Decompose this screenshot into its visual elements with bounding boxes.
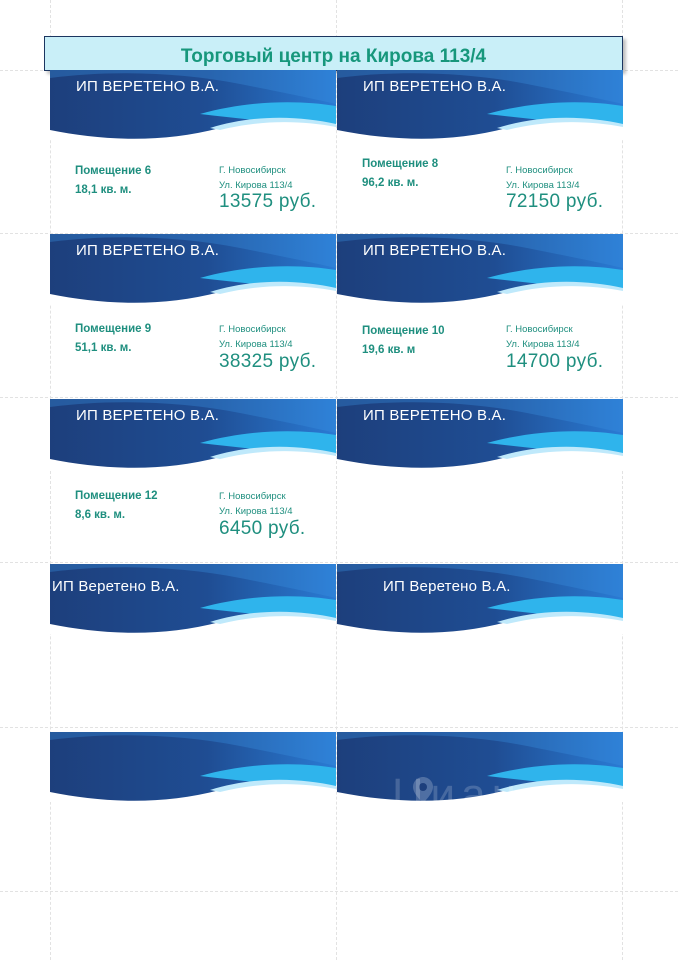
wave-banner — [50, 732, 336, 802]
offer-card — [50, 70, 336, 234]
address-city: Г. Новосибирск — [506, 324, 573, 335]
offer-card — [337, 564, 623, 728]
offer-card — [337, 399, 623, 563]
company-name: ИП ВЕРЕТЕНО В.А. — [76, 407, 220, 424]
room-info — [75, 162, 151, 200]
room-area: 8,6 кв. м. — [75, 509, 126, 521]
price: 14700 руб. — [506, 351, 604, 372]
address — [506, 163, 580, 193]
company-name: ИП ВЕРЕТЕНО В.А. — [363, 242, 507, 259]
company-name: ИП ВЕРЕТЕНО В.А. — [363, 407, 507, 424]
company-name: ИП ВЕРЕТЕНО В.А. — [363, 78, 507, 95]
address — [219, 489, 293, 519]
room-info — [75, 487, 158, 525]
company-name: ИП Веретено В.А. — [383, 578, 511, 595]
room-info — [362, 155, 438, 193]
room-area: 51,1 кв. м. — [75, 342, 132, 354]
offer-card — [50, 234, 336, 398]
address-street: Ул. Кирова 113/4 — [506, 180, 580, 191]
company-name: ИП Веретено В.А. — [52, 578, 180, 595]
company-name: ИП ВЕРЕТЕНО В.А. — [76, 242, 220, 259]
offer-card — [50, 399, 336, 563]
company-name: ИП ВЕРЕТЕНО В.А. — [76, 78, 220, 95]
price: 6450 руб. — [219, 518, 306, 539]
wave-banner — [50, 564, 336, 634]
address — [219, 322, 293, 352]
room-number: Помещение 10 — [362, 325, 445, 337]
price: 72150 руб. — [506, 191, 604, 212]
room-number: Помещение 8 — [362, 158, 439, 170]
offer-card — [50, 732, 336, 896]
room-area: 18,1 кв. м. — [75, 184, 132, 196]
page-title: Торговый центр на Кирова 113/4 — [44, 36, 623, 71]
room-number: Помещение 6 — [75, 165, 152, 177]
price: 38325 руб. — [219, 351, 317, 372]
room-info — [362, 322, 445, 360]
address-street: Ул. Кирова 113/4 — [219, 339, 293, 350]
watermark: Циан — [392, 770, 522, 819]
address-city: Г. Новосибирск — [219, 324, 286, 335]
address-street: Ул. Кирова 113/4 — [506, 339, 580, 350]
address-city: Г. Новосибирск — [506, 165, 573, 176]
room-area: 96,2 кв. м. — [362, 177, 419, 189]
address — [219, 163, 293, 193]
offer-card — [337, 234, 623, 398]
offer-card — [50, 564, 336, 728]
address-street: Ул. Кирова 113/4 — [219, 180, 293, 191]
address — [506, 322, 580, 352]
address-city: Г. Новосибирск — [219, 165, 286, 176]
address-street: Ул. Кирова 113/4 — [219, 506, 293, 517]
offer-card — [337, 70, 623, 234]
room-area: 19,6 кв. м — [362, 344, 416, 356]
price: 13575 руб. — [219, 191, 317, 212]
room-number: Помещение 9 — [75, 323, 152, 335]
room-info — [75, 320, 151, 358]
room-number: Помещение 12 — [75, 490, 158, 502]
address-city: Г. Новосибирск — [219, 491, 286, 502]
wave-banner — [337, 564, 623, 634]
